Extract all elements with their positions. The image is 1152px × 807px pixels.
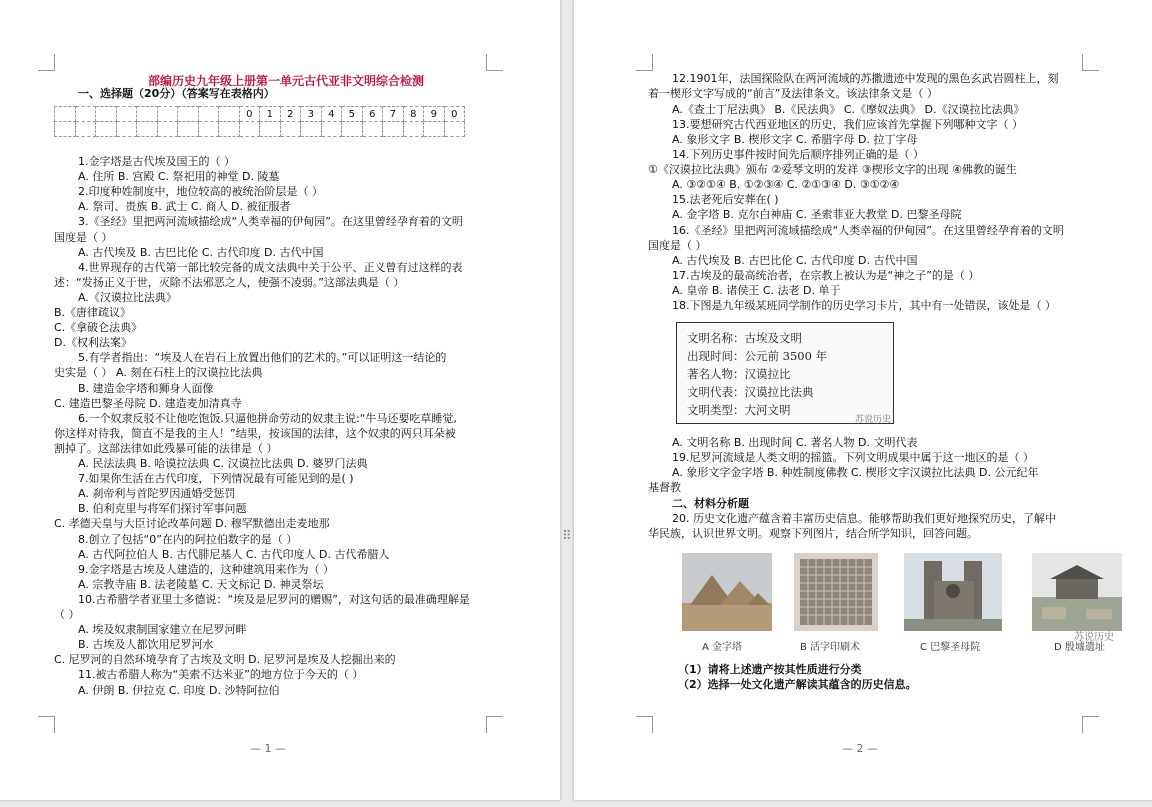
question-line: A. 古代埃及 B. 古巴比伦 C. 古代印度 D. 古代中国 — [672, 254, 918, 267]
question-line: B. 伯利克里与将军们探讨军事问题 — [78, 502, 247, 516]
drag-handle-icon[interactable]: ⠿ — [562, 529, 572, 544]
question-line: 7.如果你生活在古代印度，下列情况最有可能见到的是( ) — [78, 472, 354, 486]
card-line: 文明代表：汉谟拉比法典 — [687, 385, 814, 399]
card-line: 文明类型：大河文明 — [687, 403, 791, 417]
question-line: 割掉了。这部法律如此残暴可能的法律是（ ） — [54, 441, 278, 455]
grid-digit: 2 — [280, 107, 301, 122]
question-line: 6.一个奴隶反驳不让他吃饱饭.只逼他拼命劳动的奴隶主说:“牛马还要吃草睡觉, — [78, 411, 457, 425]
question-line: A. 伊朗 B. 伊拉克 C. 印度 D. 沙特阿拉伯 — [78, 683, 280, 697]
photo-watermark: 苏说历史 — [1074, 632, 1114, 643]
question-line: 华民族，认识世界文明。观察下列图片，结合所学知识，回答问题。 — [648, 527, 978, 540]
notre-dame-image — [904, 553, 1002, 631]
card-line: 文明名称：古埃及文明 — [687, 331, 802, 345]
question-line: （2）选择一处文化遗产解读其蕴含的历史信息。 — [678, 678, 917, 691]
photo-caption: C 巴黎圣母院 — [920, 642, 981, 653]
question-line: C. 建造巴黎圣母院 D. 建造麦加清真寺 — [54, 396, 242, 410]
crop-mark — [486, 716, 503, 733]
question-line: A. 住所 B. 宫殿 C. 祭祀用的神堂 D. 陵墓 — [78, 170, 280, 184]
question-line: A. 古代阿拉伯人 B. 古代腓尼基人 C. 古代印度人 D. 古代希腊人 — [78, 547, 390, 561]
question-line: 18.下图是九年级某班同学制作的历史学习卡片，其中有一处错误，该处是（ ） — [672, 299, 1056, 312]
question-line: D.《权利法案》 — [54, 336, 132, 350]
yinxu-image — [1032, 553, 1122, 631]
grid-digit: 6 — [362, 107, 383, 122]
question-line: 国度是（ ） — [648, 239, 707, 252]
crop-mark — [38, 54, 55, 71]
question-line: 20. 历史文化遗产蕴含着丰富历史信息。能够帮助我们更好地探究历史，了解中 — [672, 512, 1056, 525]
card-line: 著名人物：汉谟拉比 — [687, 367, 791, 381]
question-line: B. 建造金字塔和狮身人面像 — [78, 381, 214, 395]
grid-digit: 5 — [342, 107, 363, 122]
grid-digit: 4 — [321, 107, 342, 122]
grid-digit: 8 — [403, 107, 424, 122]
question-line: 15.法老死后安葬在( ) — [672, 193, 779, 206]
question-line: 17.古埃及的最高统治者，在宗教上被认为是“神之子”的是（ ） — [672, 269, 980, 282]
crop-mark — [1082, 716, 1099, 733]
grid-digit: 0 — [239, 107, 260, 122]
question-line: 着一楔形文字写成的“前言”及法律条文。该法律条文是（ ） — [648, 87, 938, 100]
crop-mark — [38, 716, 55, 733]
question-line: 国度是（ ） — [54, 230, 113, 244]
answer-grid — [54, 106, 465, 137]
pyramid-image — [682, 553, 772, 631]
grid-digit: 3 — [301, 107, 322, 122]
question-line: A. 象形文字 B. 楔形文字 C. 希腊字母 D. 拉丁字母 — [672, 133, 918, 146]
photo-caption: A 金字塔 — [702, 642, 743, 653]
question-line: （ ） — [54, 608, 80, 621]
question-line: 16.《圣经》里把两河流域描绘成“人类幸福的伊甸园”。在这里曾经孕育着的文明 — [672, 224, 1064, 237]
question-line: 13.要想研究古代西亚地区的历史，我们应该首先掌握下列哪种文字（ ） — [672, 118, 1023, 131]
page-number: — 1 — — [250, 742, 286, 755]
question-line: ①《汉谟拉比法典》颁布 ②爱琴文明的发祥 ③楔形文字的出现 ④佛教的诞生 — [648, 163, 1017, 176]
question-line: 4.世界现存的古代第一部比较完备的成文法典中关于公平、正义曾有过这样的表 — [78, 260, 463, 274]
question-line: 19.尼罗河流域是人类文明的摇篮。下列文明成果中属于这一地区的是（ ） — [672, 451, 1034, 464]
question-line: 史实是（ ） A. 刻在石柱上的汉谟拉比法典 — [54, 366, 263, 380]
crop-mark — [1082, 54, 1099, 71]
page-number: — 2 — — [842, 742, 878, 755]
question-line: 14.下列历史事件按时间先后顺序排列正确的是（ ） — [672, 148, 924, 161]
question-line: 11.被古希腊人称为“美索不达米亚”的地方位于今天的（ ） — [78, 668, 364, 682]
question-line: A. 民法法典 B. 哈谟拉法典 C. 汉谟拉比法典 D. 婆罗门法典 — [78, 457, 368, 470]
question-line: A.《汉谟拉比法典》 — [78, 290, 177, 304]
photo-caption: D 殷墟遗址 — [1054, 642, 1105, 653]
question-line: A. 祭司、贵族 B. 武士 C. 商人 D. 被征服者 — [78, 200, 291, 214]
question-line: C. 尼罗河的自然环境孕育了古埃及文明 D. 尼罗河是埃及人挖掘出来的 — [54, 653, 396, 667]
question-line: （1）请将上述遗产按其性质进行分类 — [678, 663, 862, 676]
question-line: A. 埃及奴隶制国家建立在尼罗河畔 — [78, 623, 247, 637]
question-line: 1.金字塔是古代埃及国王的（ ） — [78, 155, 235, 168]
question-line: 2.印度种姓制度中，地位较高的被统治阶层是（ ） — [78, 185, 323, 199]
question-line: A. 象形文字金字塔 B. 种姓制度佛教 C. 楔形文字汉谟拉比法典 D. 公元纪年 — [672, 466, 1039, 479]
question-line: 你这样对待我，简直不是我的主人！”结果，按该国的法律，这个奴隶的两只耳朵被 — [54, 426, 456, 440]
question-line: A. ③②①④ B. ①②③④ C. ②①③④ D. ③①②④ — [672, 178, 900, 191]
question-line: 5.有学者指出：“埃及人在岩石上放置出他们的艺术的。”可以证明这一结论的 — [78, 351, 447, 365]
question-line: 二、材料分析题 — [672, 497, 749, 510]
question-line: A. 金字塔 B. 克尔白神庙 C. 圣索菲亚大教堂 D. 巴黎圣母院 — [672, 208, 962, 221]
document-title: 部编历史九年级上册第一单元古代亚非文明综合检测 — [148, 74, 425, 88]
crop-mark — [486, 54, 503, 71]
movable-type-image — [794, 553, 878, 631]
question-line: B.《唐律疏议》 — [54, 306, 132, 319]
question-line: A. 古代埃及 B. 古巴比伦 C. 古代印度 D. 古代中国 — [78, 245, 324, 259]
study-card — [676, 322, 894, 424]
question-line: 8.创立了包括“0”在内的阿拉伯数字的是（ ） — [78, 532, 298, 546]
photo-caption: B 活字印刷术 — [800, 642, 861, 653]
crop-mark — [636, 54, 653, 71]
card-line: 出现时间：公元前 3500 年 — [687, 349, 828, 363]
question-line: A.《查士丁尼法典》 B.《民法典》 C.《摩奴法典》 D.《汉谟拉比法典》 — [672, 103, 1025, 116]
question-line: 基督教 — [648, 481, 681, 494]
question-line: 述：“发扬正义于世，灭除不法邪恶之人，使强不凌弱。”这部法典是（ ） — [54, 275, 405, 289]
question-line: B. 古埃及人都饮用尼罗河水 — [78, 638, 214, 652]
question-line: A. 宗教寺庙 B. 法老陵墓 C. 天文标记 D. 神灵祭坛 — [78, 577, 324, 591]
question-line: A. 文明名称 B. 出现时间 C. 著名人物 D. 文明代表 — [672, 436, 918, 449]
grid-digit: 1 — [260, 107, 281, 122]
grid-digit: 7 — [383, 107, 404, 122]
question-line: C. 孝德天皇与大臣讨论改革问题 D. 穆罕默德出走麦地那 — [54, 517, 330, 531]
grid-digit: 0 — [444, 107, 465, 122]
question-line: C.《拿破仑法典》 — [54, 321, 143, 335]
section-heading: 一、选择题（20分）（答案写在表格内） — [78, 87, 275, 100]
card-watermark: 苏说历史 — [855, 415, 892, 425]
question-line: A. 皇帝 B. 诸侯王 C. 法老 D. 单于 — [672, 284, 841, 297]
question-line: 9.金字塔是古埃及人建造的，这种建筑用来作为（ ） — [78, 562, 334, 576]
question-line: 3.《圣经》里把两河流域描绘成“人类幸福的伊甸园”。在这里曾经孕育着的文明 — [78, 215, 463, 229]
page-1 — [0, 0, 560, 800]
crop-mark — [636, 716, 653, 733]
question-line: 10.古希腊学者亚里士多德说：“埃及是尼罗河的赠赐”，对这句话的最准确理解是 — [78, 592, 470, 606]
question-line: A. 刹帝利与首陀罗因通婚受惩罚 — [78, 487, 236, 501]
question-line: 12.1901年，法国探险队在两河流域的苏撒遗迹中发现的黑色玄武岩圆柱上，刻 — [672, 72, 1059, 85]
grid-digit: 9 — [424, 107, 445, 122]
